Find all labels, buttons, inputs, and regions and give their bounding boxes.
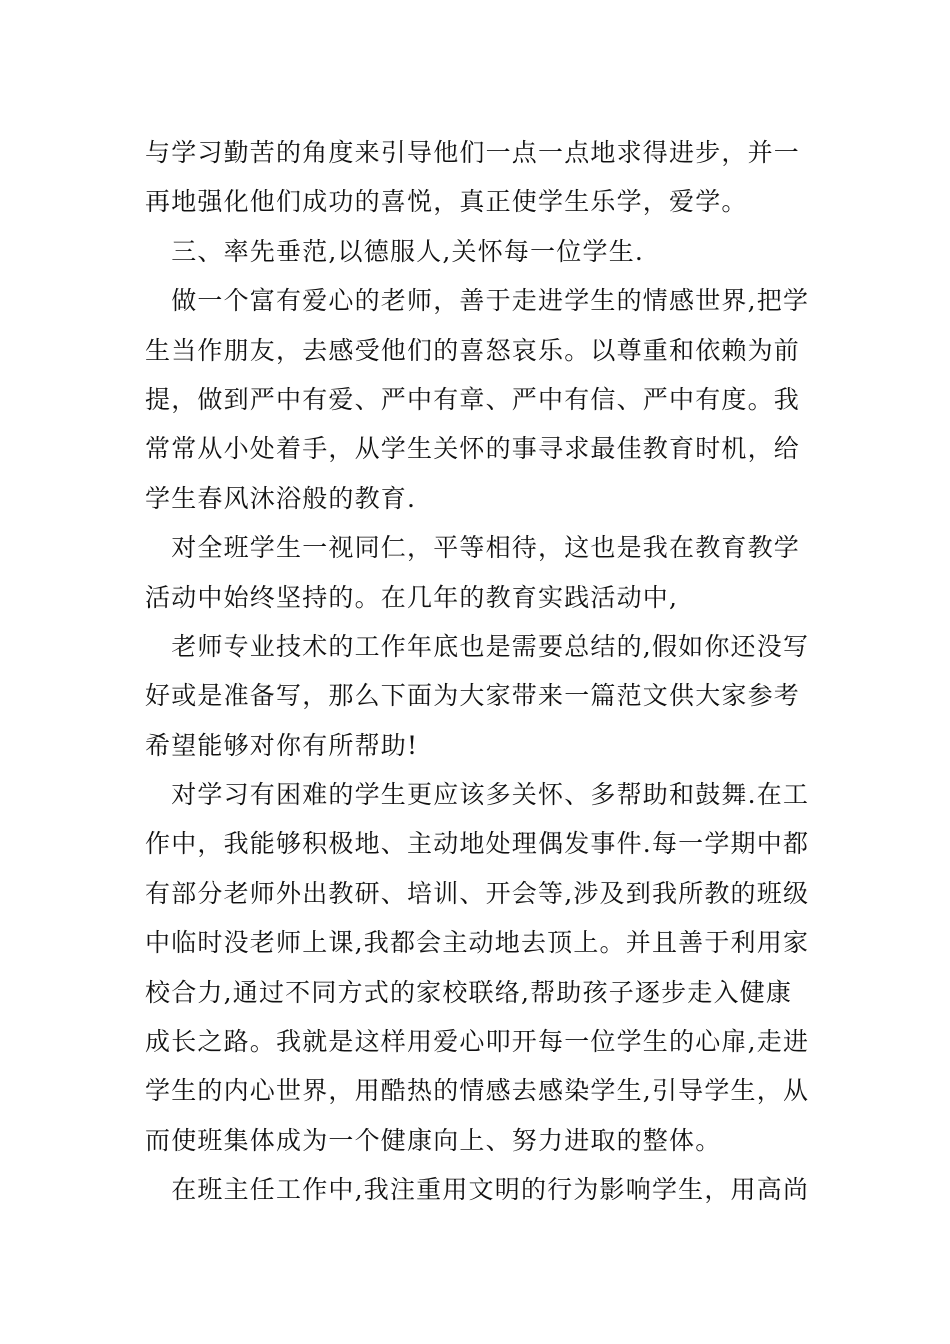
- text-line: 三、率先垂范,以德服人,关怀每一位学生.: [145, 236, 645, 266]
- text-line: 校合力,通过不同方式的家校联络,帮助孩子逐步走入健康: [145, 977, 793, 1007]
- text-line: 学生春风沐浴般的教育.: [145, 483, 417, 513]
- text-line: 常常从小处着手，从学生关怀的事寻求最佳教育时机，给: [145, 434, 801, 464]
- text-line: 老师专业技术的工作年底也是需要总结的,假如你还没写: [145, 631, 810, 661]
- document-body: [145, 128, 813, 1215]
- text-line: 生当作朋友，去感受他们的喜怒哀乐。以尊重和依赖为前: [145, 335, 801, 365]
- text-line: 好或是准备写，那么下面为大家带来一篇范文供大家参考: [145, 681, 801, 711]
- text-line: 希望能够对你有所帮助!: [145, 730, 419, 760]
- text-line: 作中，我能够积极地、主动地处理偶发事件.每一学期中都: [145, 829, 810, 859]
- text-line: 对全班学生一视同仁，平等相待，这也是我在教育教学: [145, 533, 801, 563]
- text-line: 在班主任工作中,我注重用文明的行为影响学生，用高尚: [145, 1175, 810, 1205]
- text-line: 提，做到严中有爱、严中有章、严中有信、严中有度。我: [145, 384, 801, 414]
- text-line: 与学习勤苦的角度来引导他们一点一点地求得进步，并一: [145, 138, 801, 167]
- text-line: 做一个富有爱心的老师，善于走进学生的情感世界,把学: [145, 286, 810, 316]
- text-line: 而使班集体成为一个健康向上、努力进取的整体。: [145, 1125, 722, 1155]
- text-line: 成长之路。我就是这样用爱心叩开每一位学生的心扉,走进: [145, 1027, 810, 1057]
- text-line: 对学习有困难的学生更应该多关怀、多帮助和鼓舞.在工: [145, 780, 810, 810]
- text-line: 学生的内心世界，用酷热的情感去感染学生,引导学生，从: [145, 1076, 810, 1106]
- text-line: 再地强化他们成功的喜悦，真正使学生乐学，爱学。: [145, 187, 748, 217]
- text-line: 活动中始终坚持的。在几年的教育实践活动中,: [145, 582, 679, 612]
- text-line: 有部分老师外出教研、培训、开会等,涉及到我所教的班级: [145, 878, 810, 908]
- text-line: 中临时没老师上课,我都会主动地去顶上。并且善于利用家: [145, 928, 810, 958]
